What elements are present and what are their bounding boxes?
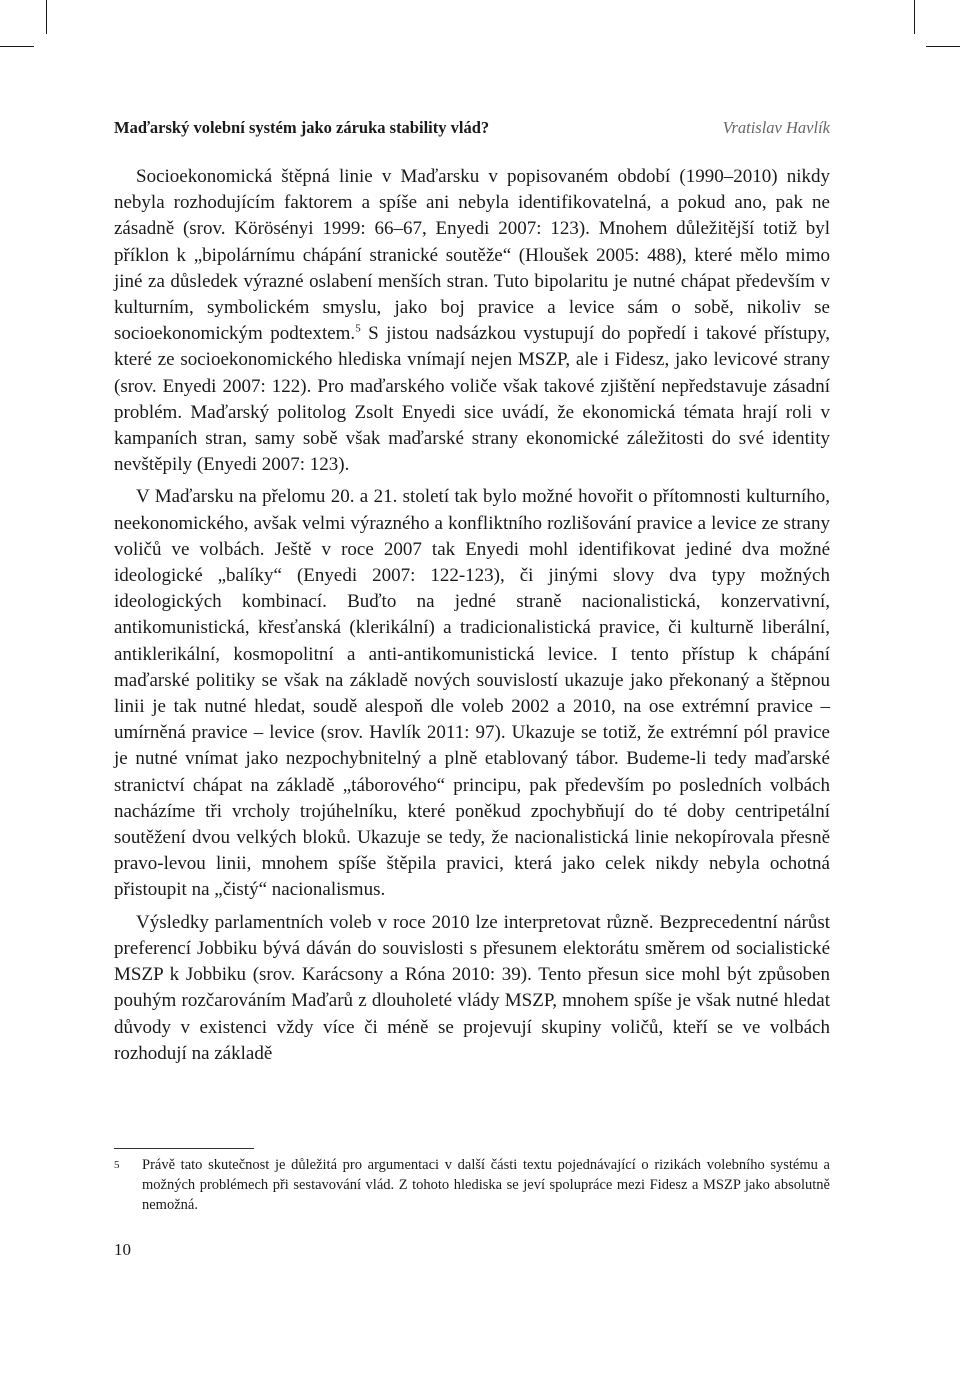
crop-mark-top-left xyxy=(46,0,47,34)
footnote-text: Právě tato skutečnost je důležitá pro argumentaci v další části textu pojednávající o rizikách volebního systému a možných problémech při sestavování vlád. Z tohoto hlediska se jeví spolupráce mezi Fidesz a MSZP jako absolutně nemožná. xyxy=(142,1157,830,1213)
crop-mark-top-right xyxy=(914,0,915,34)
paragraph-1-text: Socioekonomická štěpná linie v Maďarsku v popisovaném období (1990–2010) nikdy nebyla rozhodujícím faktorem a spíše ani nebyla identifikovatelná, a pokud ano, pak ne zásadně (srov. Körösényi 1999: 66–67, Enyedi 2007: 123). Mnohem důležitější totiž byl příklon k „bipolárnímu chápání stranické soutěže“ (Hloušek 2005: 488), které mělo mimo jiné za důsledek výrazné oslabení menších stran. Tuto bipolaritu je nutné chápat především v kulturním, symbolickém smyslu, jako boj pravice a levice sám o sobě, nikoliv se socioekonomickým podtextem. xyxy=(114,166,830,345)
footnote-divider xyxy=(114,1148,254,1149)
paragraph-2: V Maďarsku na přelomu 20. a 21. století tak bylo možné hovořit o přítomnosti kulturního, neekonomického, avšak velmi výrazného a konfliktního rozlišování pravice a levice ze strany voličů ve volbách. Ještě v roce 2007 tak Enyedi mohl identifikovat jediné dva možné ideologické „balíky“ (Enyedi 2007: 122-123), či jinými slovy dva typy možných ideologických kombinací. Buďto na jedné straně nacionalistická, konzervativní, antikomunistická, křesťanská (klerikální) a tradicionalistická pravice, či kulturně liberální, antiklerikální, kosmopolitní a anti-antikomunistická levice. I tento přístup k chápání maďarské politiky se však na základě nových souvislostí ukazuje jako překonaný a štěpnou linii je tak nutné hledat, soudě alespoň dle voleb 2002 a 2010, na ose extrémní pravice – umírněná pravice – levice (srov. Havlík 2011: 97). Ukazuje se totiž, že extrémní pól pravice je nutné vnímat jako nezpochybnitelný a plně etablovaný tábor. Budeme-li tedy maďarské stranictví chápat na základě „táborového“ principu, pak především po posledních volbách nacházíme tři vrcholy trojúhelníku, které poněkud zpochybňují do té doby centripetální soutěžení dvou velkých bloků. Ukazuje se tedy, že nacionalistická linie nekopírovala přesně pravo-levou linii, mnohem spíše štěpila pravici, která jako celek nikdy nebyla ochotná přistoupit na „čistý“ nacionalismus. xyxy=(114,486,830,901)
paragraph-3: Výsledky parlamentních voleb v roce 2010 lze interpretovat různě. Bezprecedentní nárůst preferencí Jobbiku bývá dáván do souvislosti s přesunem elektorátu směrem od socialistické MSZP k Jobbiku (srov. Karácsony a Róna 2010: 39). Tento přesun sice mohl být způsoben pouhým rozčarováním Maďarů z dlouholeté vlády MSZP, mnohem spíše je však nutné hledat důvody v existenci vždy více či méně se projevují skupiny voličů, kteří se ve volbách rozhodují na základě xyxy=(114,911,830,1064)
crop-mark-left xyxy=(0,46,34,47)
running-header xyxy=(114,118,830,142)
paragraph-1 xyxy=(114,164,830,478)
footnote xyxy=(114,1155,830,1215)
main-text xyxy=(114,164,830,1067)
footnote-number: 5 xyxy=(114,1159,120,1171)
paragraph-1-text-cont: S jistou nadsázkou vystupují do popředí i takové přístupy, které ze socioekonomického hlediska vnímají nejen MSZP, ale i Fidesz, jako levicové strany (srov. Enyedi 2007: 122). Pro maďarského voliče však takové zjištění nepředstavuje zásadní problém. Maďarský politolog Zsolt Enyedi sice uvádí, že ekonomická témata hrají roli v kampaních stran, samy sobě však maďarské strany ekonomické záležitosti do své identity nevštěpily (Enyedi 2007: 123). xyxy=(114,323,830,476)
header-author: Vratislav Havlík xyxy=(722,118,830,137)
crop-mark-right xyxy=(926,46,960,47)
header-title: Maďarský volební systém jako záruka stability vlád? xyxy=(114,118,490,137)
footnote-reference[interactable]: 5 xyxy=(355,322,361,335)
page-number: 10 xyxy=(114,1240,131,1259)
